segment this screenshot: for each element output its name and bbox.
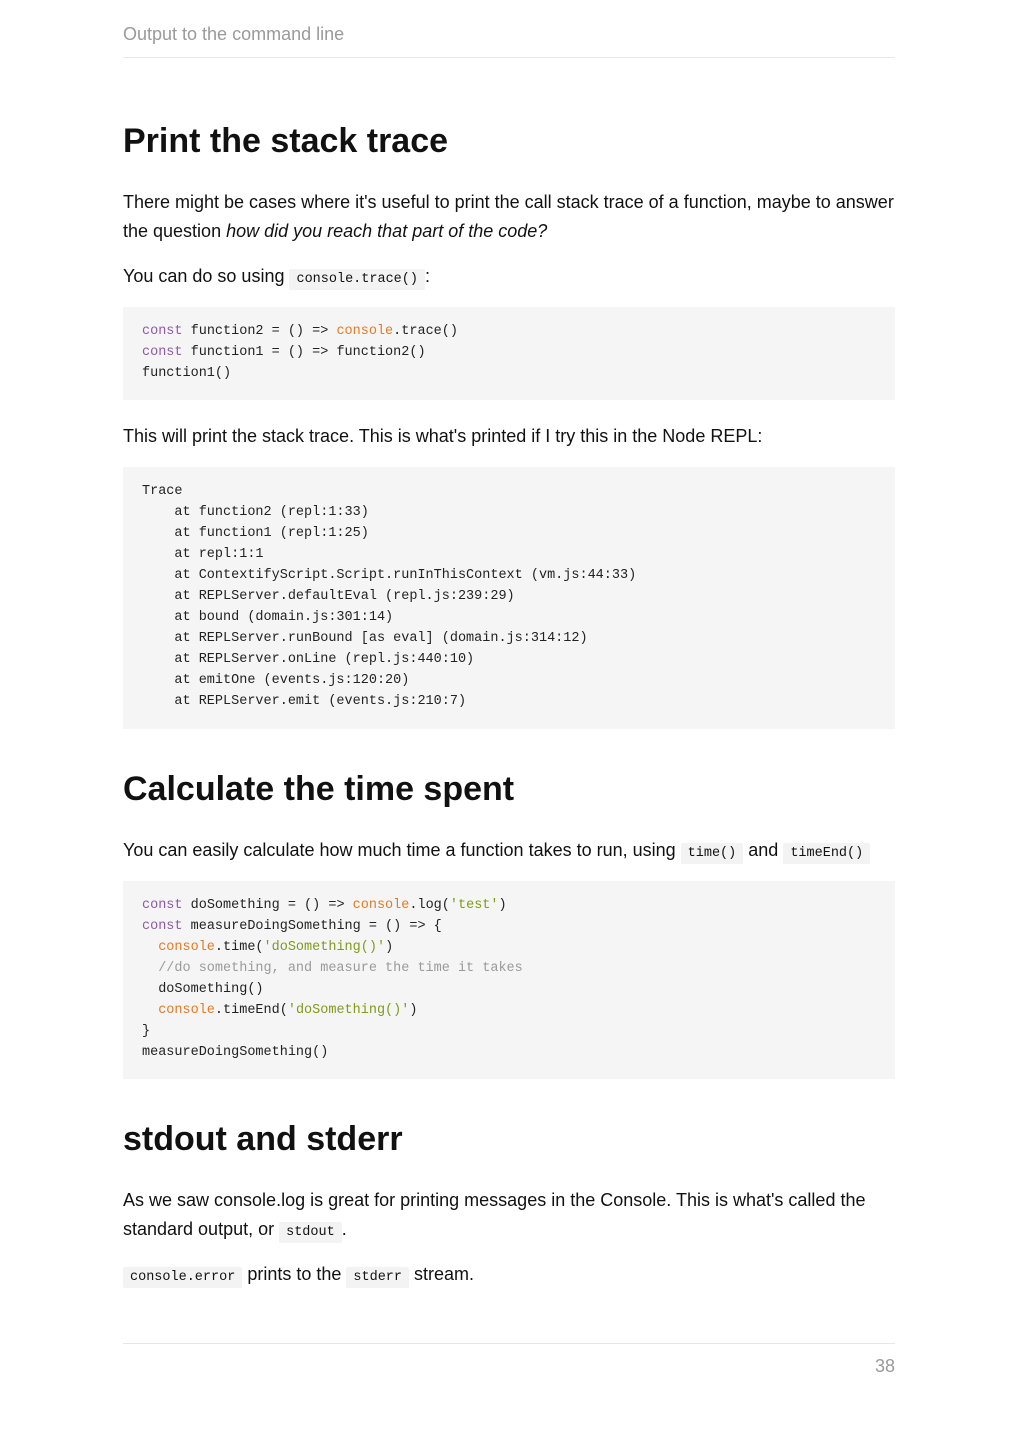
paragraph-text: As we saw console.log is great for printing messages in the Console. This is what's called the standard output, or bbox=[123, 1190, 866, 1239]
code-keyword: const bbox=[142, 898, 183, 913]
inline-code-stderr: stderr bbox=[346, 1267, 409, 1288]
code-line bbox=[142, 363, 876, 384]
trace-line: Trace bbox=[142, 484, 183, 499]
code-text: ) bbox=[385, 940, 394, 955]
code-line bbox=[142, 1000, 876, 1021]
paragraph-text: You can do so using bbox=[123, 266, 290, 286]
paragraph-text: and bbox=[743, 840, 784, 860]
code-line bbox=[142, 342, 876, 363]
paragraph-text: . bbox=[341, 1219, 347, 1239]
paragraph-text: There might be cases where it's useful to print the call stack trace of a function, maybe to answer the question bbox=[123, 192, 894, 241]
code-object: console bbox=[336, 324, 394, 339]
trace-line: at emitOne (events.js:120:20) bbox=[142, 673, 410, 688]
code-keyword: const bbox=[142, 324, 183, 339]
trace-line: at REPLServer.emit (events.js:210:7) bbox=[142, 694, 467, 709]
page-number: 38 bbox=[874, 1356, 895, 1376]
code-object: console bbox=[352, 898, 410, 913]
paragraph-text: You can easily calculate how much time a function takes to run, using bbox=[123, 840, 681, 860]
code-indent bbox=[142, 940, 158, 955]
code-text: .trace() bbox=[393, 324, 458, 339]
code-text: .timeEnd( bbox=[214, 1003, 288, 1018]
footer-divider bbox=[123, 1343, 895, 1344]
running-header: Output to the command line bbox=[123, 24, 895, 58]
code-comment: //do something, and measure the time it takes bbox=[158, 961, 523, 976]
code-block-trace-output bbox=[123, 467, 895, 729]
code-line bbox=[142, 895, 876, 916]
code-keyword: const bbox=[142, 919, 183, 934]
paragraph-console-trace bbox=[123, 262, 895, 294]
code-line bbox=[142, 1042, 876, 1063]
trace-line: at bound (domain.js:301:14) bbox=[142, 610, 394, 625]
paragraph-stderr bbox=[123, 1260, 895, 1292]
code-string: 'doSomething()' bbox=[287, 1003, 410, 1018]
code-line bbox=[142, 958, 876, 979]
code-line bbox=[142, 321, 876, 342]
trace-line: at function1 (repl:1:25) bbox=[142, 526, 369, 541]
code-keyword: const bbox=[142, 345, 183, 360]
code-text: ) bbox=[498, 898, 507, 913]
code-text: measureDoingSomething = () => { bbox=[182, 919, 442, 934]
code-object: console bbox=[158, 1003, 215, 1018]
trace-line: at REPLServer.defaultEval (repl.js:239:29) bbox=[142, 589, 515, 604]
code-text: .time( bbox=[214, 940, 264, 955]
code-text: function1 = () => function2() bbox=[182, 345, 426, 360]
trace-line: at REPLServer.onLine (repl.js:440:10) bbox=[142, 652, 475, 667]
emphasis-question: how did you reach that part of the code? bbox=[226, 221, 548, 241]
trace-line: at function2 (repl:1:33) bbox=[142, 505, 369, 520]
code-block-trace-example bbox=[123, 307, 895, 400]
inline-code-timeend: timeEnd() bbox=[783, 843, 870, 864]
code-text: .log( bbox=[409, 898, 450, 913]
paragraph-text: prints to the bbox=[242, 1264, 347, 1284]
paragraph-time-intro bbox=[123, 836, 895, 868]
inline-code-console-trace: console.trace() bbox=[289, 269, 425, 290]
paragraph-text: : bbox=[425, 266, 431, 286]
paragraph-stack-trace-output: This will print the stack trace. This is what's printed if I try this in the Node REPL: bbox=[123, 426, 763, 446]
code-indent bbox=[142, 1003, 158, 1018]
code-object: console bbox=[158, 940, 215, 955]
code-block-time-example bbox=[123, 881, 895, 1079]
heading-calculate-time: Calculate the time spent bbox=[123, 770, 515, 808]
code-line bbox=[142, 916, 876, 937]
code-indent bbox=[142, 961, 158, 976]
code-string: 'test' bbox=[449, 898, 499, 913]
paragraph-stdout bbox=[123, 1186, 895, 1247]
code-line bbox=[142, 1021, 876, 1042]
heading-stdout-stderr: stdout and stderr bbox=[123, 1120, 403, 1158]
trace-line: at ContextifyScript.Script.runInThisContext (vm.js:44:33) bbox=[142, 568, 637, 583]
inline-code-time: time() bbox=[681, 843, 744, 864]
trace-line: at repl:1:1 bbox=[142, 547, 264, 562]
code-text: function2 = () => bbox=[182, 324, 337, 339]
inline-code-console-error: console.error bbox=[123, 1267, 242, 1288]
trace-line: at REPLServer.runBound [as eval] (domain.js:314:12) bbox=[142, 631, 588, 646]
inline-code-stdout: stdout bbox=[279, 1222, 342, 1243]
code-text: doSomething() bbox=[142, 982, 264, 997]
code-string: 'doSomething()' bbox=[263, 940, 386, 955]
paragraph-text: stream. bbox=[409, 1264, 475, 1284]
code-text: doSomething = () => bbox=[182, 898, 353, 913]
code-line bbox=[142, 937, 876, 958]
code-line bbox=[142, 979, 876, 1000]
code-text: ) bbox=[409, 1003, 418, 1018]
code-text: } bbox=[142, 1024, 151, 1039]
code-text: measureDoingSomething() bbox=[142, 1045, 329, 1060]
code-text: function1() bbox=[142, 366, 232, 381]
heading-print-stack-trace: Print the stack trace bbox=[123, 122, 449, 160]
paragraph-stack-trace-intro bbox=[123, 188, 895, 246]
